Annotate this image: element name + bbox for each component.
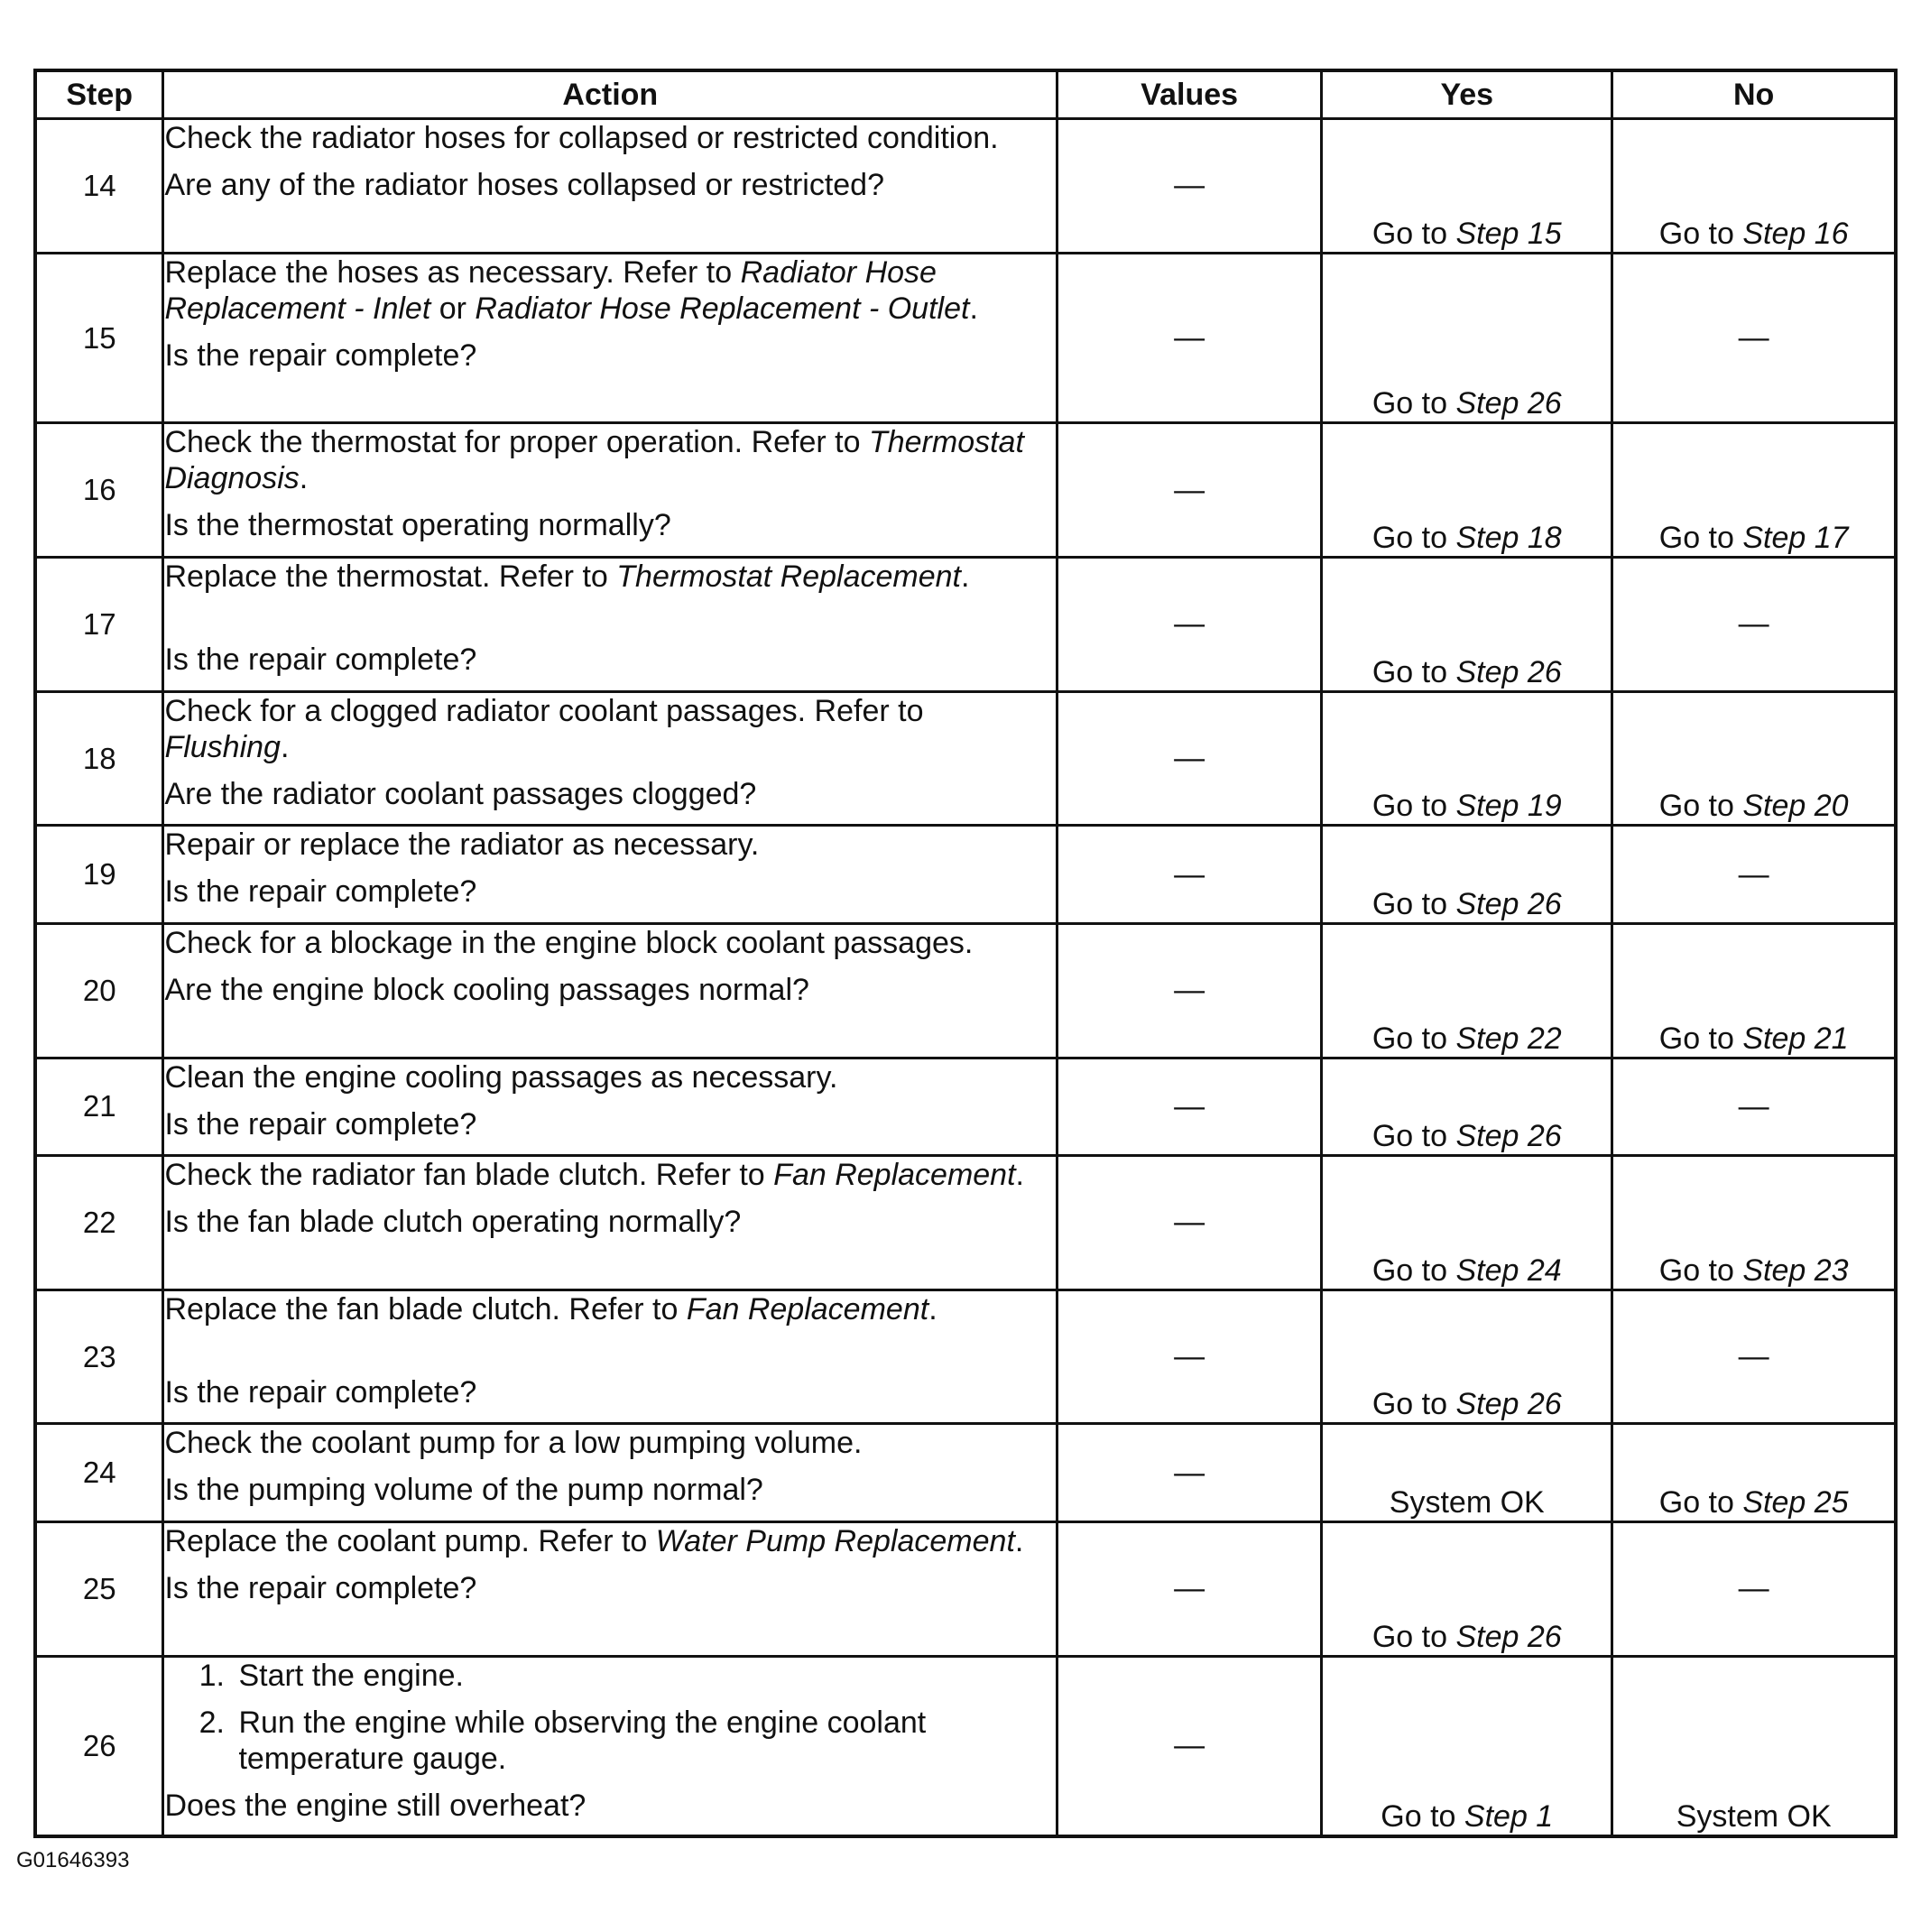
action-text: Repair or replace the radiator as necessary. xyxy=(164,827,760,863)
step-reference: Step 26 xyxy=(1455,654,1562,689)
action-instruction: Replace the coolant pump. Refer to xyxy=(164,1523,648,1558)
action-text xyxy=(164,693,1056,765)
action-period: . xyxy=(1015,1158,1024,1193)
table-row xyxy=(35,923,1896,1058)
yes-cell xyxy=(1322,558,1612,692)
table-row xyxy=(35,1424,1896,1521)
no-cell: — xyxy=(1612,826,1896,923)
goto-prefix: Go to xyxy=(1658,521,1734,556)
step-number: 20 xyxy=(35,923,163,1058)
step-reference: Step 18 xyxy=(1455,521,1562,556)
yes-cell xyxy=(1322,923,1612,1058)
reference-title: Radiator Hose Replacement - Inlet xyxy=(164,254,937,326)
action-text xyxy=(164,1291,1056,1327)
table-row xyxy=(35,558,1896,692)
goto-prefix: Go to xyxy=(1658,1484,1734,1520)
action-period: . xyxy=(1014,1523,1024,1558)
header-yes: Yes xyxy=(1322,70,1612,119)
values-cell: — xyxy=(1057,423,1322,558)
no-cell: — xyxy=(1612,1290,1896,1424)
values-cell: — xyxy=(1057,1290,1322,1424)
yes-cell xyxy=(1322,1656,1612,1836)
action-text: Clean the engine cooling passages as necessary. xyxy=(164,1059,838,1095)
goto-prefix: Go to xyxy=(1658,1021,1734,1056)
no-cell: — xyxy=(1612,1058,1896,1155)
no-cell: System OK xyxy=(1612,1656,1896,1836)
no-cell xyxy=(1612,691,1896,826)
reference-title: Fan Replacement xyxy=(686,1291,929,1327)
yes-cell xyxy=(1322,1290,1612,1424)
action-question: Are the engine block cooling passages normal? xyxy=(164,972,809,1007)
table-row xyxy=(35,1290,1896,1424)
action-question: Are any of the radiator hoses collapsed or restricted? xyxy=(164,168,884,202)
step-number: 23 xyxy=(35,1290,163,1424)
goto-prefix: Go to xyxy=(1371,654,1447,689)
step-number: 25 xyxy=(35,1521,163,1656)
yes-cell xyxy=(1322,253,1612,423)
substep-item: 1. Start the engine. xyxy=(233,1658,1056,1694)
yes-cell xyxy=(1322,1521,1612,1656)
substep-list xyxy=(191,1658,1056,1777)
action-text: Check the radiator hoses for collapsed or restricted condition. xyxy=(164,121,999,155)
diagnostic-table xyxy=(33,69,1898,1838)
step-reference: Step 19 xyxy=(1455,789,1562,824)
action-question: Is the pumping volume of the pump normal? xyxy=(164,1473,763,1508)
action-cell xyxy=(163,923,1057,1058)
action-question: Is the repair complete? xyxy=(164,337,477,373)
step-reference: Step 16 xyxy=(1742,216,1849,251)
yes-cell xyxy=(1322,119,1612,254)
reference-title: Radiator Hose Replacement - Outlet xyxy=(475,291,970,326)
step-reference: Step 21 xyxy=(1742,1021,1849,1056)
goto-prefix: Go to xyxy=(1371,1619,1447,1654)
goto-prefix: Go to xyxy=(1371,1387,1447,1422)
action-cell xyxy=(163,1424,1057,1521)
reference-title: Thermostat Replacement xyxy=(616,559,961,595)
header-values: Values xyxy=(1057,70,1322,119)
action-text: Check the coolant pump for a low pumping volume. xyxy=(164,1426,863,1461)
step-reference: Step 1 xyxy=(1464,1799,1554,1834)
step-number: 15 xyxy=(35,253,163,423)
action-period: . xyxy=(969,291,978,326)
action-text xyxy=(164,559,1056,595)
action-question: Is the repair complete? xyxy=(164,1570,477,1605)
action-question: Is the repair complete? xyxy=(164,874,477,910)
values-cell: — xyxy=(1057,558,1322,692)
action-question: Is the fan blade clutch operating normally? xyxy=(164,1205,742,1240)
action-question: Is the repair complete? xyxy=(164,642,477,678)
step-reference: Step 26 xyxy=(1455,386,1562,421)
action-question: Are the radiator coolant passages clogged? xyxy=(164,776,757,811)
goto-prefix: Go to xyxy=(1371,1119,1447,1154)
step-number: 16 xyxy=(35,423,163,558)
action-cell xyxy=(163,558,1057,692)
values-cell: — xyxy=(1057,1656,1322,1836)
goto-prefix: Go to xyxy=(1371,886,1447,921)
header-step: Step xyxy=(35,70,163,119)
action-cell xyxy=(163,253,1057,423)
goto-prefix: Go to xyxy=(1371,521,1447,556)
figure-id: G01646393 xyxy=(16,1848,130,1872)
values-cell: — xyxy=(1057,691,1322,826)
action-conjunction: or xyxy=(439,291,466,326)
substep-item: 2. Run the engine while observing the engine coolant temperature gauge. xyxy=(233,1705,1056,1777)
action-instruction: Check the radiator fan blade clutch. Refer to xyxy=(164,1158,765,1193)
table-row xyxy=(35,253,1896,423)
action-question: Is the repair complete? xyxy=(164,1374,477,1410)
table-row xyxy=(35,423,1896,558)
step-number: 21 xyxy=(35,1058,163,1155)
reference-title: Fan Replacement xyxy=(773,1158,1016,1193)
yes-cell xyxy=(1322,1156,1612,1290)
table-row xyxy=(35,119,1896,254)
goto-prefix: Go to xyxy=(1371,1253,1447,1288)
goto-prefix: Go to xyxy=(1658,789,1734,824)
action-cell xyxy=(163,1156,1057,1290)
header-no: No xyxy=(1612,70,1896,119)
reference-title: Flushing xyxy=(164,729,281,764)
action-text: Check for a blockage in the engine block coolant passages. xyxy=(164,925,974,960)
action-period: . xyxy=(299,461,309,496)
values-cell: — xyxy=(1057,1424,1322,1521)
values-cell: — xyxy=(1057,253,1322,423)
action-cell xyxy=(163,423,1057,558)
action-question: Is the repair complete? xyxy=(164,1106,477,1142)
values-cell: — xyxy=(1057,1058,1322,1155)
no-cell xyxy=(1612,1156,1896,1290)
goto-prefix: Go to xyxy=(1658,216,1734,251)
values-cell: — xyxy=(1057,1521,1322,1656)
table-row xyxy=(35,1156,1896,1290)
action-question: Is the thermostat operating normally? xyxy=(164,508,671,543)
no-cell: — xyxy=(1612,253,1896,423)
header-action: Action xyxy=(163,70,1057,119)
step-reference: Step 17 xyxy=(1742,521,1849,556)
action-cell xyxy=(163,1290,1057,1424)
table-row xyxy=(35,1058,1896,1155)
step-number: 24 xyxy=(35,1424,163,1521)
step-number: 17 xyxy=(35,558,163,692)
goto-prefix: Go to xyxy=(1371,789,1447,824)
reference-title: Thermostat Diagnosis xyxy=(164,425,1024,496)
action-text xyxy=(164,1523,1056,1559)
yes-cell: System OK xyxy=(1322,1424,1612,1521)
step-reference: Step 26 xyxy=(1455,1119,1562,1154)
action-question: Does the engine still overheat? xyxy=(164,1788,586,1823)
goto-prefix: Go to xyxy=(1658,1253,1734,1288)
values-cell: — xyxy=(1057,1156,1322,1290)
step-reference: Step 23 xyxy=(1742,1253,1849,1288)
action-text xyxy=(164,424,1056,496)
step-reference: Step 26 xyxy=(1455,1387,1562,1422)
header-row xyxy=(35,70,1896,119)
yes-cell xyxy=(1322,691,1612,826)
step-number: 26 xyxy=(35,1656,163,1836)
yes-cell xyxy=(1322,423,1612,558)
action-cell xyxy=(163,691,1057,826)
reference-title: Water Pump Replacement xyxy=(655,1523,1015,1558)
action-instruction: Replace the thermostat. Refer to xyxy=(164,559,608,595)
values-cell: — xyxy=(1057,826,1322,923)
action-period: . xyxy=(961,559,970,595)
action-period: . xyxy=(280,729,290,764)
action-instruction: Replace the fan blade clutch. Refer to xyxy=(164,1291,679,1327)
goto-prefix: Go to xyxy=(1371,386,1447,421)
yes-cell xyxy=(1322,826,1612,923)
yes-cell xyxy=(1322,1058,1612,1155)
step-number: 18 xyxy=(35,691,163,826)
no-cell xyxy=(1612,119,1896,254)
values-cell: — xyxy=(1057,119,1322,254)
step-reference: Step 22 xyxy=(1455,1021,1562,1056)
action-cell xyxy=(163,1058,1057,1155)
table-row xyxy=(35,691,1896,826)
step-reference: Step 24 xyxy=(1455,1253,1562,1288)
no-cell xyxy=(1612,1424,1896,1521)
step-reference: Step 26 xyxy=(1455,1619,1562,1654)
no-cell xyxy=(1612,423,1896,558)
action-cell xyxy=(163,1521,1057,1656)
step-number: 19 xyxy=(35,826,163,923)
table-row xyxy=(35,1656,1896,1836)
action-period: . xyxy=(928,1291,937,1327)
action-instruction: Replace the hoses as necessary. Refer to xyxy=(164,254,733,290)
action-cell xyxy=(163,826,1057,923)
action-cell xyxy=(163,119,1057,254)
step-reference: Step 20 xyxy=(1742,789,1849,824)
no-cell xyxy=(1612,923,1896,1058)
step-reference: Step 25 xyxy=(1742,1484,1849,1520)
action-text xyxy=(164,254,1056,327)
step-reference: Step 26 xyxy=(1455,886,1562,921)
table-row xyxy=(35,826,1896,923)
no-cell: — xyxy=(1612,1521,1896,1656)
action-text xyxy=(164,1157,1056,1193)
goto-prefix: Go to xyxy=(1371,1021,1447,1056)
goto-prefix: Go to xyxy=(1381,1799,1456,1834)
values-cell: — xyxy=(1057,923,1322,1058)
table-row xyxy=(35,1521,1896,1656)
action-instruction: Check for a clogged radiator coolant passages. Refer to xyxy=(164,693,924,728)
step-number: 22 xyxy=(35,1156,163,1290)
step-number: 14 xyxy=(35,119,163,254)
action-instruction: Check the thermostat for proper operation. Refer to xyxy=(164,425,861,460)
step-reference: Step 15 xyxy=(1455,216,1562,251)
action-cell xyxy=(163,1656,1057,1836)
goto-prefix: Go to xyxy=(1371,216,1447,251)
no-cell: — xyxy=(1612,558,1896,692)
